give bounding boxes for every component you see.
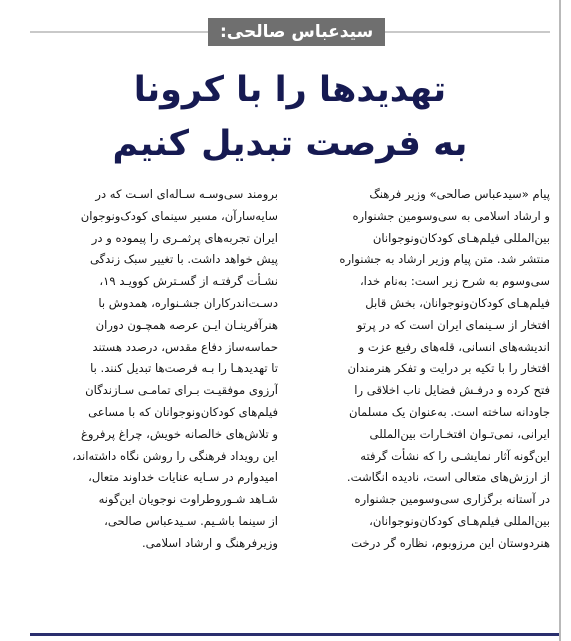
article-text-line: فتح کرده و درفـش فضایل ناب اخلاقی را	[354, 383, 550, 398]
byline-label: سیدعباس صالحی:	[208, 18, 385, 46]
headline-line-1: تهدیدها را با کرونا	[133, 70, 447, 110]
article-text-line: تا تهدیدهـا را بـه فرصت‌ها تبدیل کنند. با	[90, 361, 278, 376]
article-text-line: حماسه‌ساز دفاع مقدس، درصدد هستند	[92, 339, 278, 354]
article-text-line: برومند سی‌وسـه سـاله‌ای اسـت که در	[95, 187, 278, 201]
article-text-line: پیش خواهد داشت. با تغییر سبک زندگی	[89, 252, 278, 267]
article-text-line: هنردوستان این مرزوبوم، نظاره گر درخت	[351, 535, 550, 550]
right-page-rule	[559, 0, 561, 641]
article-text-line: امیدوارم در سـایه عنایات خداوند متعال،	[88, 470, 278, 485]
article-text-line: افتخار از سـینمای ایران است که در پرتو	[356, 317, 550, 332]
article-text-line: افتخار را با تکیه بر درایت و تفکر هنرمندان	[347, 361, 550, 376]
article-text-line: جاودانه ساخته است. به‌عنوان یک مسلمان	[348, 404, 550, 419]
article-text-line: از ارزش‌های متعالی است، نادیده انگاشت.	[346, 470, 550, 485]
article-text-line: دسـت‌اندرکاران جشـنواره، همدوش با	[98, 295, 278, 310]
article-text-line: نشـأت گرفتـه از گسـترش کوویـد ۱۹،	[99, 274, 278, 289]
article-text-line: و ارشاد اسلامی به سی‌وسومین جشنواره	[352, 208, 550, 223]
article-text-line: این‌گونه آثار نمایشـی را که نشأت گرفته	[360, 448, 550, 463]
article-text-line: هنرآفرینـان ایـن عرصه همچـون دوران	[95, 317, 278, 332]
article-column-right	[298, 184, 550, 555]
byline-bar	[30, 18, 550, 46]
article-text-line: از سینما باشـیم. سـیدعباس صالحی،	[104, 513, 278, 528]
article-text-line: ایران تجربه‌های پرثمـری را پیموده و در	[91, 230, 278, 245]
article-column-left	[30, 184, 278, 555]
article-text-line: اندیشه‌های انسانی، قله‌های رفیع عزت و	[358, 339, 550, 354]
article-text-line: بین‌المللی فیلم‌هـای کودکان‌ونوجوانان	[372, 230, 550, 245]
headline-line-2: به فرصت تبدیل کنیم	[112, 124, 468, 164]
article-text-line: ایرانی، نمی‌تـوان افتخـارات بین‌المللی	[369, 426, 550, 441]
article-text-line: وزیرفرهنگ و ارشاد اسلامی.	[141, 535, 278, 550]
article-text-line: سایه‌سارآن، مسیر سینمای کودک‌ونوجوان	[80, 208, 278, 223]
article-text-line: سی‌وسوم به شرح زیر است: به‌نام خدا،	[359, 274, 550, 289]
article-text-line: شـاهد شـوروطراوت نوجویان این‌گونه	[98, 492, 278, 507]
article-text-line: پیام «سیدعباس صالحی» وزیر فرهنگ	[369, 187, 550, 201]
bottom-rule	[30, 633, 559, 636]
article-text-line: این رویداد فرهنگی را روشن نگاه داشته‌اند،	[72, 448, 278, 463]
article-text-line: منتشر شد. متن پیام وزیر ارشاد به جشنواره	[339, 252, 550, 267]
article-text-line: بین‌المللی فیلم‌هـای کودکان‌ونوجوانان،	[369, 513, 550, 528]
article-text-line: آرزوی موفقیـت بـرای تمامـی سـازندگان	[85, 383, 278, 398]
article-text-line: فیلم‌های کودکان‌ونوجوانان که با مساعی	[88, 404, 278, 419]
article-text-line: در آستانه برگزاری سی‌وسومین جشنواره	[354, 492, 550, 507]
article-text-line: و تلاش‌های خالصانه خویش، چراغ پرفروغ	[81, 426, 278, 441]
article-text-line: فیلم‌هـای کودکان‌ونوجوانان، بخش قابل	[365, 295, 550, 310]
